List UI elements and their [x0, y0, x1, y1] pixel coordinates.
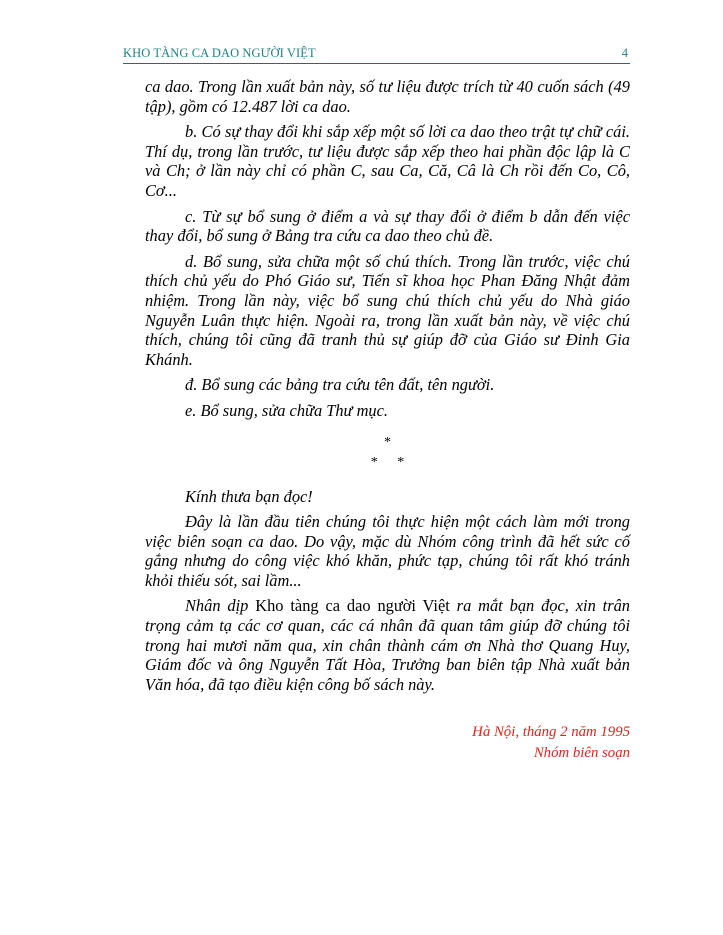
signature-place-date: Hà Nội, tháng 2 năm 1995 [472, 724, 630, 740]
paragraph-item-dd: đ. Bổ sung các bảng tra cứu tên đất, tên người. [185, 375, 495, 395]
book-title: Kho tàng ca dao người Việt [255, 596, 450, 616]
page-header [123, 45, 630, 64]
greeting: Kính thưa bạn đọc! [185, 486, 313, 506]
paragraph-item-c: c. Từ sự bổ sung ở điểm a và sự thay đổi ở điểm b dẫn đến việc thay đổi, bổ sung ở Bảng tra cứu ca dao theo chủ đề. [145, 206, 630, 246]
separator-star-top: * [384, 434, 391, 450]
page-number: 4 [621, 46, 628, 60]
body-text [145, 77, 630, 700]
paragraph-item-e: e. Bổ sung, sửa chữa Thư mục. [185, 400, 389, 420]
section-separator [145, 433, 630, 473]
paragraph-item-d: d. Bổ sung, sửa chữa một số chú thích. Trong lần trước, việc chú thích chủ yếu do Phó Giáo sư, Tiến sĩ khoa học Phan Đăng Nhật đảm nhiệm. Trong lần này, việc bổ sung chú thích chủ yếu do Nhà giáo Nguyễn Luân thực hiện. Ngoài ra, trong lần xuất bản này, về việc chú thích, chúng tôi cũng đã tranh thủ sự giúp đỡ của Giáo sư Đinh Gia Khánh. [145, 251, 630, 369]
thanks-body: ra mắt bạn đọc, xin trân trọng cảm tạ các cơ quan, các cá nhân đã quan tâm giúp đỡ chúng tôi trong hai mươi năm qua, xin chân thành cám ơn Nhà thơ Quang Huy, Giám đốc và ông Nguyễn Tất Hòa, Trưởng ban biên tập Nhà xuất bản Văn hóa, đã tạo điều kiện công bố sách này. [145, 596, 630, 694]
paragraph-note: Đây là lần đầu tiên chúng tôi thực hiện một cách làm mới trong việc biên soạn ca dao. Do vậy, mặc dù Nhóm công trình đã hết sức cố gắng nhưng do công việc khó khăn, phức tạp, chúng tôi rất khó tránh khỏi thiếu sót, sai lầm... [145, 512, 630, 590]
paragraph-continuation: ca dao. Trong lần xuất bản này, số tư liệu được trích từ 40 cuốn sách (49 tập), gồm có 12.487 lời ca dao. [145, 77, 630, 116]
signature-author: Nhóm biên soạn [533, 745, 630, 761]
separator-star-bottom: * * [370, 454, 405, 470]
paragraph-item-b: b. Có sự thay đổi khi sắp xếp một số lời ca dao theo trật tự chữ cái. Thí dụ, trong lần trước, tư liệu được sắp xếp theo hai phần độc lập là C và Ch; ở lần này chỉ có phần C, sau Ca, Că, Câ là Ch rồi đến Co, Cô, Cơ... [145, 122, 630, 200]
signature-block [472, 722, 630, 764]
running-title: KHO TÀNG CA DAO NGƯỜI VIỆT [123, 46, 316, 60]
paragraph-thanks [145, 596, 630, 694]
thanks-intro: Nhân dịp [185, 596, 256, 616]
